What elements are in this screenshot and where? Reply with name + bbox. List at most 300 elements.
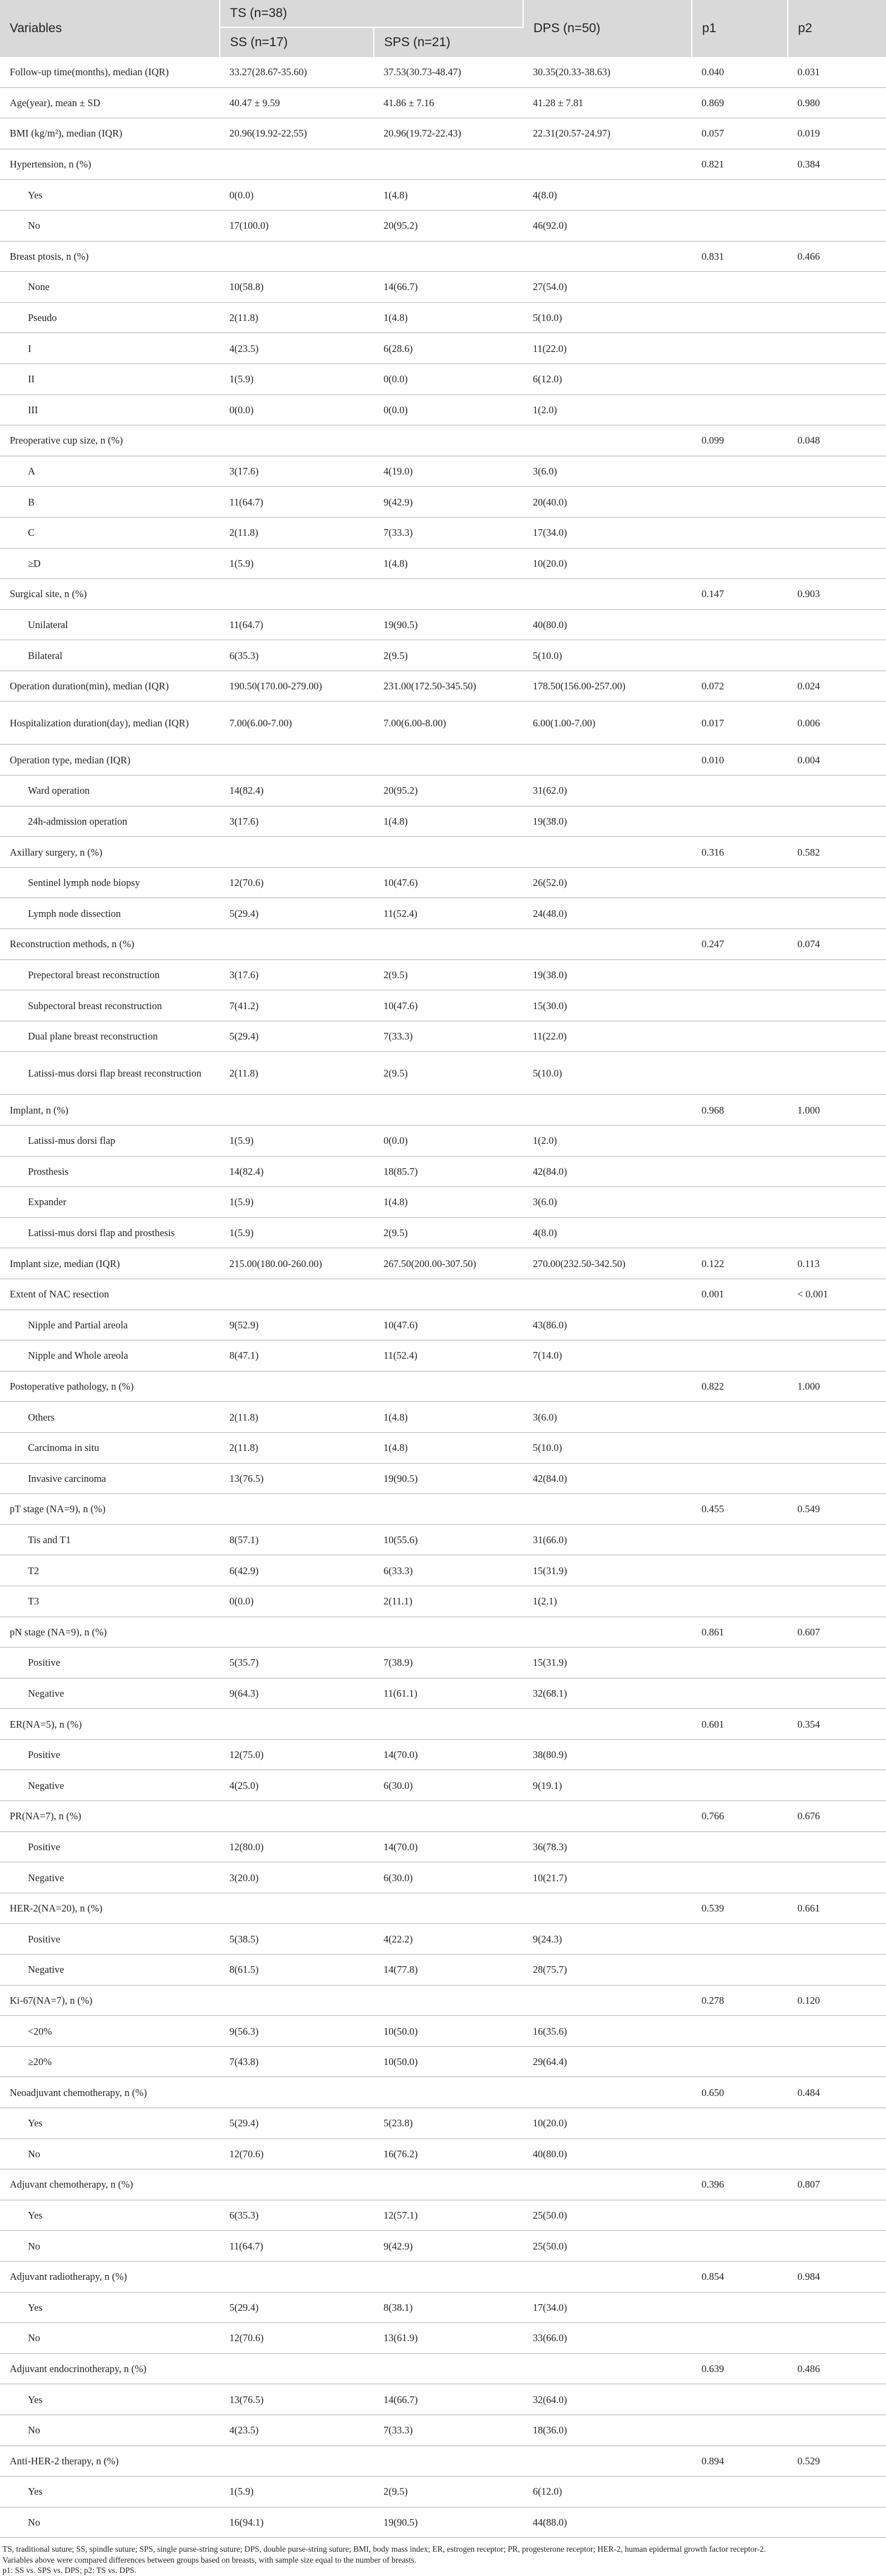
cell-p2 (788, 517, 886, 548)
cell-dps: 7(14.0) (523, 1340, 692, 1371)
cell-var: Prepectoral breast reconstruction (0, 959, 220, 990)
cell-sps: 10(50.0) (374, 2016, 523, 2047)
cell-p2 (788, 1310, 886, 1340)
cell-p1 (692, 517, 788, 548)
cell-dps: 19(38.0) (523, 959, 692, 990)
table-row (0, 1524, 886, 1555)
cell-sps: 19(90.5) (374, 609, 523, 640)
cell-p2 (788, 1156, 886, 1187)
cell-p2 (788, 990, 886, 1021)
cell-p2 (788, 609, 886, 640)
table-row (0, 517, 886, 548)
cell-ss: 11(64.7) (220, 2231, 374, 2262)
table-row (0, 776, 886, 806)
cell-var: Yes (0, 2108, 220, 2139)
cell-var: Latissi-mus dorsi flap breast reconstruction (0, 1052, 220, 1095)
cell-ss: 4(23.5) (220, 2415, 374, 2446)
table-row (0, 2323, 886, 2354)
cell-sps: 10(55.6) (374, 1524, 523, 1555)
cell-sps: 10(47.6) (374, 867, 523, 898)
table-row (0, 929, 886, 960)
cell-p2 (788, 2200, 886, 2231)
cell-var: Negative (0, 1770, 220, 1801)
cell-sps: 14(66.7) (374, 272, 523, 303)
cell-var: Tis and T1 (0, 1524, 220, 1555)
table-row (0, 180, 886, 211)
cell-ss: 1(5.9) (220, 363, 374, 394)
cell-p2 (788, 180, 886, 211)
table-row (0, 2108, 886, 2139)
cell-var: 24h-admission operation (0, 806, 220, 837)
cell-var: ≥D (0, 548, 220, 579)
cell-dps: 29(64.4) (523, 2046, 692, 2077)
cell-dps: 16(35.6) (523, 2016, 692, 2047)
cell-p2 (788, 2507, 886, 2538)
cell-p2 (788, 1862, 886, 1893)
cell-ss (220, 579, 374, 610)
cell-p2: 0.384 (788, 149, 886, 180)
cell-p2: 0.019 (788, 118, 886, 149)
cell-var: III (0, 394, 220, 425)
cell-dps: 15(31.9) (523, 1555, 692, 1586)
cell-ss: 6(35.3) (220, 2200, 374, 2231)
cell-ss: 2(11.8) (220, 1432, 374, 1463)
table-row (0, 2446, 886, 2476)
cell-sps: 0(0.0) (374, 394, 523, 425)
cell-sps: 4(22.2) (374, 1924, 523, 1955)
cell-sps: 7.00(6.00-8.00) (374, 701, 523, 745)
table-row (0, 1156, 886, 1187)
cell-sps: 12(57.1) (374, 2200, 523, 2231)
cell-ss (220, 1801, 374, 1832)
table-row (0, 2507, 886, 2538)
footnote-abbreviations: TS, traditional suture; SS, spindle suture; SPS, single purse-string suture; DPS, double purse-string suture; BMI, body mass index; ER, estrogen receptor; PR, progesterone receptor; HER-2, human epidermal growth factor receptor-2. (2, 2544, 766, 2554)
cell-sps: 10(47.6) (374, 990, 523, 1021)
cell-dps: 18(36.0) (523, 2415, 692, 2446)
cell-p2: 0.676 (788, 1801, 886, 1832)
cell-dps: 6(12.0) (523, 363, 692, 394)
cell-dps: 1(2.1) (523, 1586, 692, 1617)
cell-sps (374, 837, 523, 868)
table-row (0, 2016, 886, 2047)
cell-ss: 9(52.9) (220, 1310, 374, 1340)
cell-dps: 22.31(20.57-24.97) (523, 118, 692, 149)
cell-p1: 0.001 (692, 1279, 788, 1310)
cell-var: Operation duration(min), median (IQR) (0, 671, 220, 701)
cell-ss: 0(0.0) (220, 180, 374, 211)
cell-p1: 0.010 (692, 745, 788, 776)
cell-dps: 25(50.0) (523, 2200, 692, 2231)
cell-p2 (788, 487, 886, 518)
cell-ss: 5(35.7) (220, 1648, 374, 1678)
cell-p2 (788, 776, 886, 806)
cell-dps (523, 579, 692, 610)
cell-ss: 3(17.6) (220, 959, 374, 990)
cell-dps: 10(21.7) (523, 1862, 692, 1893)
cell-p2 (788, 1432, 886, 1463)
cell-sps: 11(52.4) (374, 898, 523, 929)
cell-ss (220, 837, 374, 868)
cell-ss: 2(11.8) (220, 302, 374, 333)
cell-sps: 6(30.0) (374, 1770, 523, 1801)
table-row (0, 1801, 886, 1832)
cell-sps (374, 1095, 523, 1126)
cell-p1 (692, 1340, 788, 1371)
cell-var: Expander (0, 1187, 220, 1218)
cell-ss: 2(11.8) (220, 1052, 374, 1095)
cell-p2: 0.529 (788, 2446, 886, 2476)
cell-p1: 0.894 (692, 2446, 788, 2476)
cell-p1 (692, 959, 788, 990)
cell-sps: 6(33.3) (374, 1555, 523, 1586)
cell-p2: 0.484 (788, 2077, 886, 2108)
cell-p2: 0.006 (788, 701, 886, 745)
table-row (0, 1402, 886, 1433)
cell-p1: 0.072 (692, 671, 788, 701)
table-row (0, 210, 886, 241)
cell-ss (220, 1095, 374, 1126)
cell-sps (374, 1494, 523, 1525)
cell-p1 (692, 609, 788, 640)
cell-sps: 4(19.0) (374, 456, 523, 487)
cell-p1 (692, 2138, 788, 2169)
table-row (0, 1279, 886, 1310)
cell-sps: 2(9.5) (374, 1052, 523, 1095)
cell-dps (523, 929, 692, 960)
cell-p1 (692, 776, 788, 806)
cell-var: Postoperative pathology, n (%) (0, 1371, 220, 1402)
cell-var: Negative (0, 1862, 220, 1893)
cell-var: Hospitalization duration(day), median (IQR) (0, 701, 220, 745)
table-row (0, 1021, 886, 1052)
cell-p2: 0.980 (788, 87, 886, 118)
cell-p2 (788, 363, 886, 394)
cell-p1 (692, 456, 788, 487)
cell-sps: 2(9.5) (374, 1217, 523, 1248)
cell-p1 (692, 1310, 788, 1340)
cell-dps: 44(88.0) (523, 2507, 692, 2538)
cell-p2 (788, 2138, 886, 2169)
table-row (0, 1709, 886, 1740)
cell-var: Sentinel lymph node biopsy (0, 867, 220, 898)
cell-ss: 5(29.4) (220, 2292, 374, 2323)
cell-p2 (788, 867, 886, 898)
cell-sps: 9(42.9) (374, 487, 523, 518)
cell-ss: 12(70.6) (220, 867, 374, 898)
cell-p2 (788, 1648, 886, 1678)
cell-sps: 10(50.0) (374, 2046, 523, 2077)
cell-var: Adjuvant radiotherapy, n (%) (0, 2261, 220, 2292)
cell-dps: 4(8.0) (523, 1217, 692, 1248)
cell-var: Implant size, median (IQR) (0, 1248, 220, 1279)
cell-sps: 7(38.9) (374, 1648, 523, 1678)
cell-p1 (692, 1924, 788, 1955)
cell-p2 (788, 1463, 886, 1494)
cell-var: No (0, 2323, 220, 2354)
cell-dps: 270.00(232.50-342.50) (523, 1248, 692, 1279)
cell-dps: 20(40.0) (523, 487, 692, 518)
cell-dps (523, 2169, 692, 2200)
cell-sps: 267.50(200.00-307.50) (374, 1248, 523, 1279)
table-row (0, 1586, 886, 1617)
cell-p2 (788, 1340, 886, 1371)
cell-ss (220, 1893, 374, 1924)
cell-var: Pseudo (0, 302, 220, 333)
cell-p1 (692, 2292, 788, 2323)
table-row (0, 2384, 886, 2415)
cell-ss (220, 1709, 374, 1740)
cell-p2 (788, 1739, 886, 1770)
cell-p1 (692, 2046, 788, 2077)
cell-dps: 30.35(20.33-38.63) (523, 57, 692, 87)
table-row (0, 1217, 886, 1248)
cell-var: Unilateral (0, 609, 220, 640)
table-row (0, 302, 886, 333)
table-row (0, 806, 886, 837)
cell-p2 (788, 1924, 886, 1955)
cell-ss (220, 1494, 374, 1525)
cell-var: No (0, 2507, 220, 2538)
cell-sps: 7(33.3) (374, 2415, 523, 2446)
table-row (0, 2476, 886, 2507)
cell-dps (523, 837, 692, 868)
table-row (0, 1555, 886, 1586)
table-row (0, 87, 886, 118)
cell-p2 (788, 1524, 886, 1555)
cell-p1: 0.639 (692, 2353, 788, 2384)
table-row (0, 1310, 886, 1340)
cell-ss: 5(38.5) (220, 1924, 374, 1955)
cell-var: Adjuvant endocrinotherapy, n (%) (0, 2353, 220, 2384)
cell-ss: 14(82.4) (220, 776, 374, 806)
cell-dps (523, 745, 692, 776)
cell-var: Carcinoma in situ (0, 1432, 220, 1463)
table-row (0, 1371, 886, 1402)
cell-p1 (692, 2415, 788, 2446)
cell-var: Lymph node dissection (0, 898, 220, 929)
cell-p1: 0.539 (692, 1893, 788, 1924)
table-row (0, 1432, 886, 1463)
cell-ss: 6(42.9) (220, 1555, 374, 1586)
cell-var: Others (0, 1402, 220, 1433)
cell-p2 (788, 2231, 886, 2262)
cell-p2 (788, 1187, 886, 1218)
cell-sps: 2(9.5) (374, 2476, 523, 2507)
cell-dps: 26(52.0) (523, 867, 692, 898)
cell-var: Follow-up time(months), median (IQR) (0, 57, 220, 87)
cell-sps (374, 745, 523, 776)
cell-ss (220, 2261, 374, 2292)
cell-dps: 6.00(1.00-7.00) (523, 701, 692, 745)
cell-p1 (692, 806, 788, 837)
cell-sps: 6(30.0) (374, 1862, 523, 1893)
cell-p1 (692, 1432, 788, 1463)
cell-dps (523, 1709, 692, 1740)
cell-ss: 4(23.5) (220, 333, 374, 364)
cell-ss: 190.50(170.00-279.00) (220, 671, 374, 701)
cell-sps (374, 1617, 523, 1648)
cell-dps: 6(12.0) (523, 2476, 692, 2507)
cell-sps: 14(70.0) (374, 1739, 523, 1770)
cell-var: Subpectoral breast reconstruction (0, 990, 220, 1021)
table-row (0, 1831, 886, 1862)
table-row (0, 701, 886, 745)
cell-p2 (788, 1678, 886, 1709)
cell-dps: 5(10.0) (523, 302, 692, 333)
cell-sps: 2(9.5) (374, 640, 523, 671)
table-row (0, 2200, 886, 2231)
table-row (0, 671, 886, 701)
table-row (0, 1862, 886, 1893)
cell-ss: 20.96(19.92-22.55) (220, 118, 374, 149)
cell-sps: 231.00(172.50-345.50) (374, 671, 523, 701)
cell-ss: 14(82.4) (220, 1156, 374, 1187)
cell-var: C (0, 517, 220, 548)
cell-p2: 1.000 (788, 1371, 886, 1402)
cell-ss: 12(70.6) (220, 2138, 374, 2169)
table-row (0, 1739, 886, 1770)
cell-p1: 0.766 (692, 1801, 788, 1832)
cell-dps: 9(24.3) (523, 1924, 692, 1955)
table-row (0, 1463, 886, 1494)
header-ts-group: TS (n=38) (220, 0, 523, 27)
cell-p2 (788, 394, 886, 425)
cell-dps: 36(78.3) (523, 1831, 692, 1862)
cell-ss: 17(100.0) (220, 210, 374, 241)
cell-p2 (788, 2476, 886, 2507)
cell-ss: 5(29.4) (220, 2108, 374, 2139)
table-row (0, 2261, 886, 2292)
cell-p1 (692, 1156, 788, 1187)
cell-sps: 41.86 ± 7.16 (374, 87, 523, 118)
footnote-pvalues: p1: SS vs. SPS vs. DPS; p2: TS vs. DPS. (2, 2566, 137, 2575)
cell-p2: 0.984 (788, 2261, 886, 2292)
cell-p2: 0.466 (788, 241, 886, 272)
cell-sps: 1(4.8) (374, 1187, 523, 1218)
cell-ss (220, 1279, 374, 1310)
header-p1: p1 (692, 0, 788, 57)
cell-dps: 43(86.0) (523, 1310, 692, 1340)
cell-var: Nipple and Partial areola (0, 1310, 220, 1340)
cell-ss: 1(5.9) (220, 1217, 374, 1248)
cell-var: Adjuvant chemotherapy, n (%) (0, 2169, 220, 2200)
cell-var: Yes (0, 2292, 220, 2323)
cell-sps (374, 2261, 523, 2292)
table-row (0, 867, 886, 898)
cell-dps (523, 1095, 692, 1126)
cell-p1: 0.147 (692, 579, 788, 610)
cell-dps: 3(6.0) (523, 1402, 692, 1433)
cell-var: Invasive carcinoma (0, 1463, 220, 1494)
cell-var: No (0, 2231, 220, 2262)
cell-sps (374, 1279, 523, 1310)
cell-p2 (788, 548, 886, 579)
header-dps: DPS (n=50) (523, 0, 692, 57)
table-row (0, 1187, 886, 1218)
cell-p1 (692, 867, 788, 898)
cell-var: Surgical site, n (%) (0, 579, 220, 610)
table-row (0, 241, 886, 272)
cell-p2 (788, 2292, 886, 2323)
cell-sps: 16(76.2) (374, 2138, 523, 2169)
table-row (0, 1770, 886, 1801)
cell-dps: 31(62.0) (523, 776, 692, 806)
cell-ss: 12(75.0) (220, 1739, 374, 1770)
cell-p1 (692, 1052, 788, 1095)
table-row (0, 745, 886, 776)
cell-sps (374, 2169, 523, 2200)
cell-p1 (692, 487, 788, 518)
cell-p2 (788, 2384, 886, 2415)
cell-p2 (788, 2046, 886, 2077)
cell-var: Latissi-mus dorsi flap (0, 1126, 220, 1157)
cell-var: None (0, 272, 220, 303)
cell-dps: 42(84.0) (523, 1463, 692, 1494)
table-row (0, 990, 886, 1021)
table-row (0, 394, 886, 425)
cell-var: Negative (0, 1678, 220, 1709)
cell-var: No (0, 2415, 220, 2446)
cell-p2 (788, 1402, 886, 1433)
footnote-comparison: Variables above were compared differences between groups based on breasts, with sample size equal to the number of breasts. (2, 2555, 417, 2564)
cell-ss: 11(64.7) (220, 609, 374, 640)
cell-sps: 20.96(19.72-22.43) (374, 118, 523, 149)
cell-var: No (0, 210, 220, 241)
cell-dps: 32(64.0) (523, 2384, 692, 2415)
cell-p2 (788, 272, 886, 303)
cell-p1 (692, 1126, 788, 1157)
cell-sps: 20(95.2) (374, 210, 523, 241)
cell-var: Bilateral (0, 640, 220, 671)
cell-var: Axillary surgery, n (%) (0, 837, 220, 868)
cell-ss (220, 929, 374, 960)
cell-sps (374, 1371, 523, 1402)
table-row (0, 1678, 886, 1709)
cell-var: I (0, 333, 220, 364)
cell-dps: 10(20.0) (523, 2108, 692, 2139)
cell-sps: 1(4.8) (374, 806, 523, 837)
cell-var: Yes (0, 2200, 220, 2231)
cell-dps: 15(31.9) (523, 1648, 692, 1678)
cell-var: Age(year), mean ± SD (0, 87, 220, 118)
cell-p2: 0.549 (788, 1494, 886, 1525)
cell-dps: 40(80.0) (523, 609, 692, 640)
cell-ss: 9(64.3) (220, 1678, 374, 1709)
cell-p1: 0.601 (692, 1709, 788, 1740)
cell-p1 (692, 1648, 788, 1678)
cell-p1 (692, 898, 788, 929)
cell-p1: 0.278 (692, 1985, 788, 2016)
cell-dps: 42(84.0) (523, 1156, 692, 1187)
cell-ss: 8(47.1) (220, 1340, 374, 1371)
cell-p1: 0.099 (692, 425, 788, 456)
cell-p1 (692, 210, 788, 241)
cell-p2: 0.120 (788, 1985, 886, 2016)
cell-dps: 3(6.0) (523, 456, 692, 487)
cell-var: Anti-HER-2 therapy, n (%) (0, 2446, 220, 2476)
cell-sps: 1(4.8) (374, 1432, 523, 1463)
cell-ss: 10(58.8) (220, 272, 374, 303)
cell-var: BMI (kg/m²), median (IQR) (0, 118, 220, 149)
cell-sps: 2(9.5) (374, 959, 523, 990)
cell-p1 (692, 333, 788, 364)
cell-dps (523, 149, 692, 180)
cell-p1 (692, 548, 788, 579)
cell-ss: 6(35.3) (220, 640, 374, 671)
table-row (0, 579, 886, 610)
cell-sps: 37.53(30.73-48.47) (374, 57, 523, 87)
cell-p2: 0.807 (788, 2169, 886, 2200)
